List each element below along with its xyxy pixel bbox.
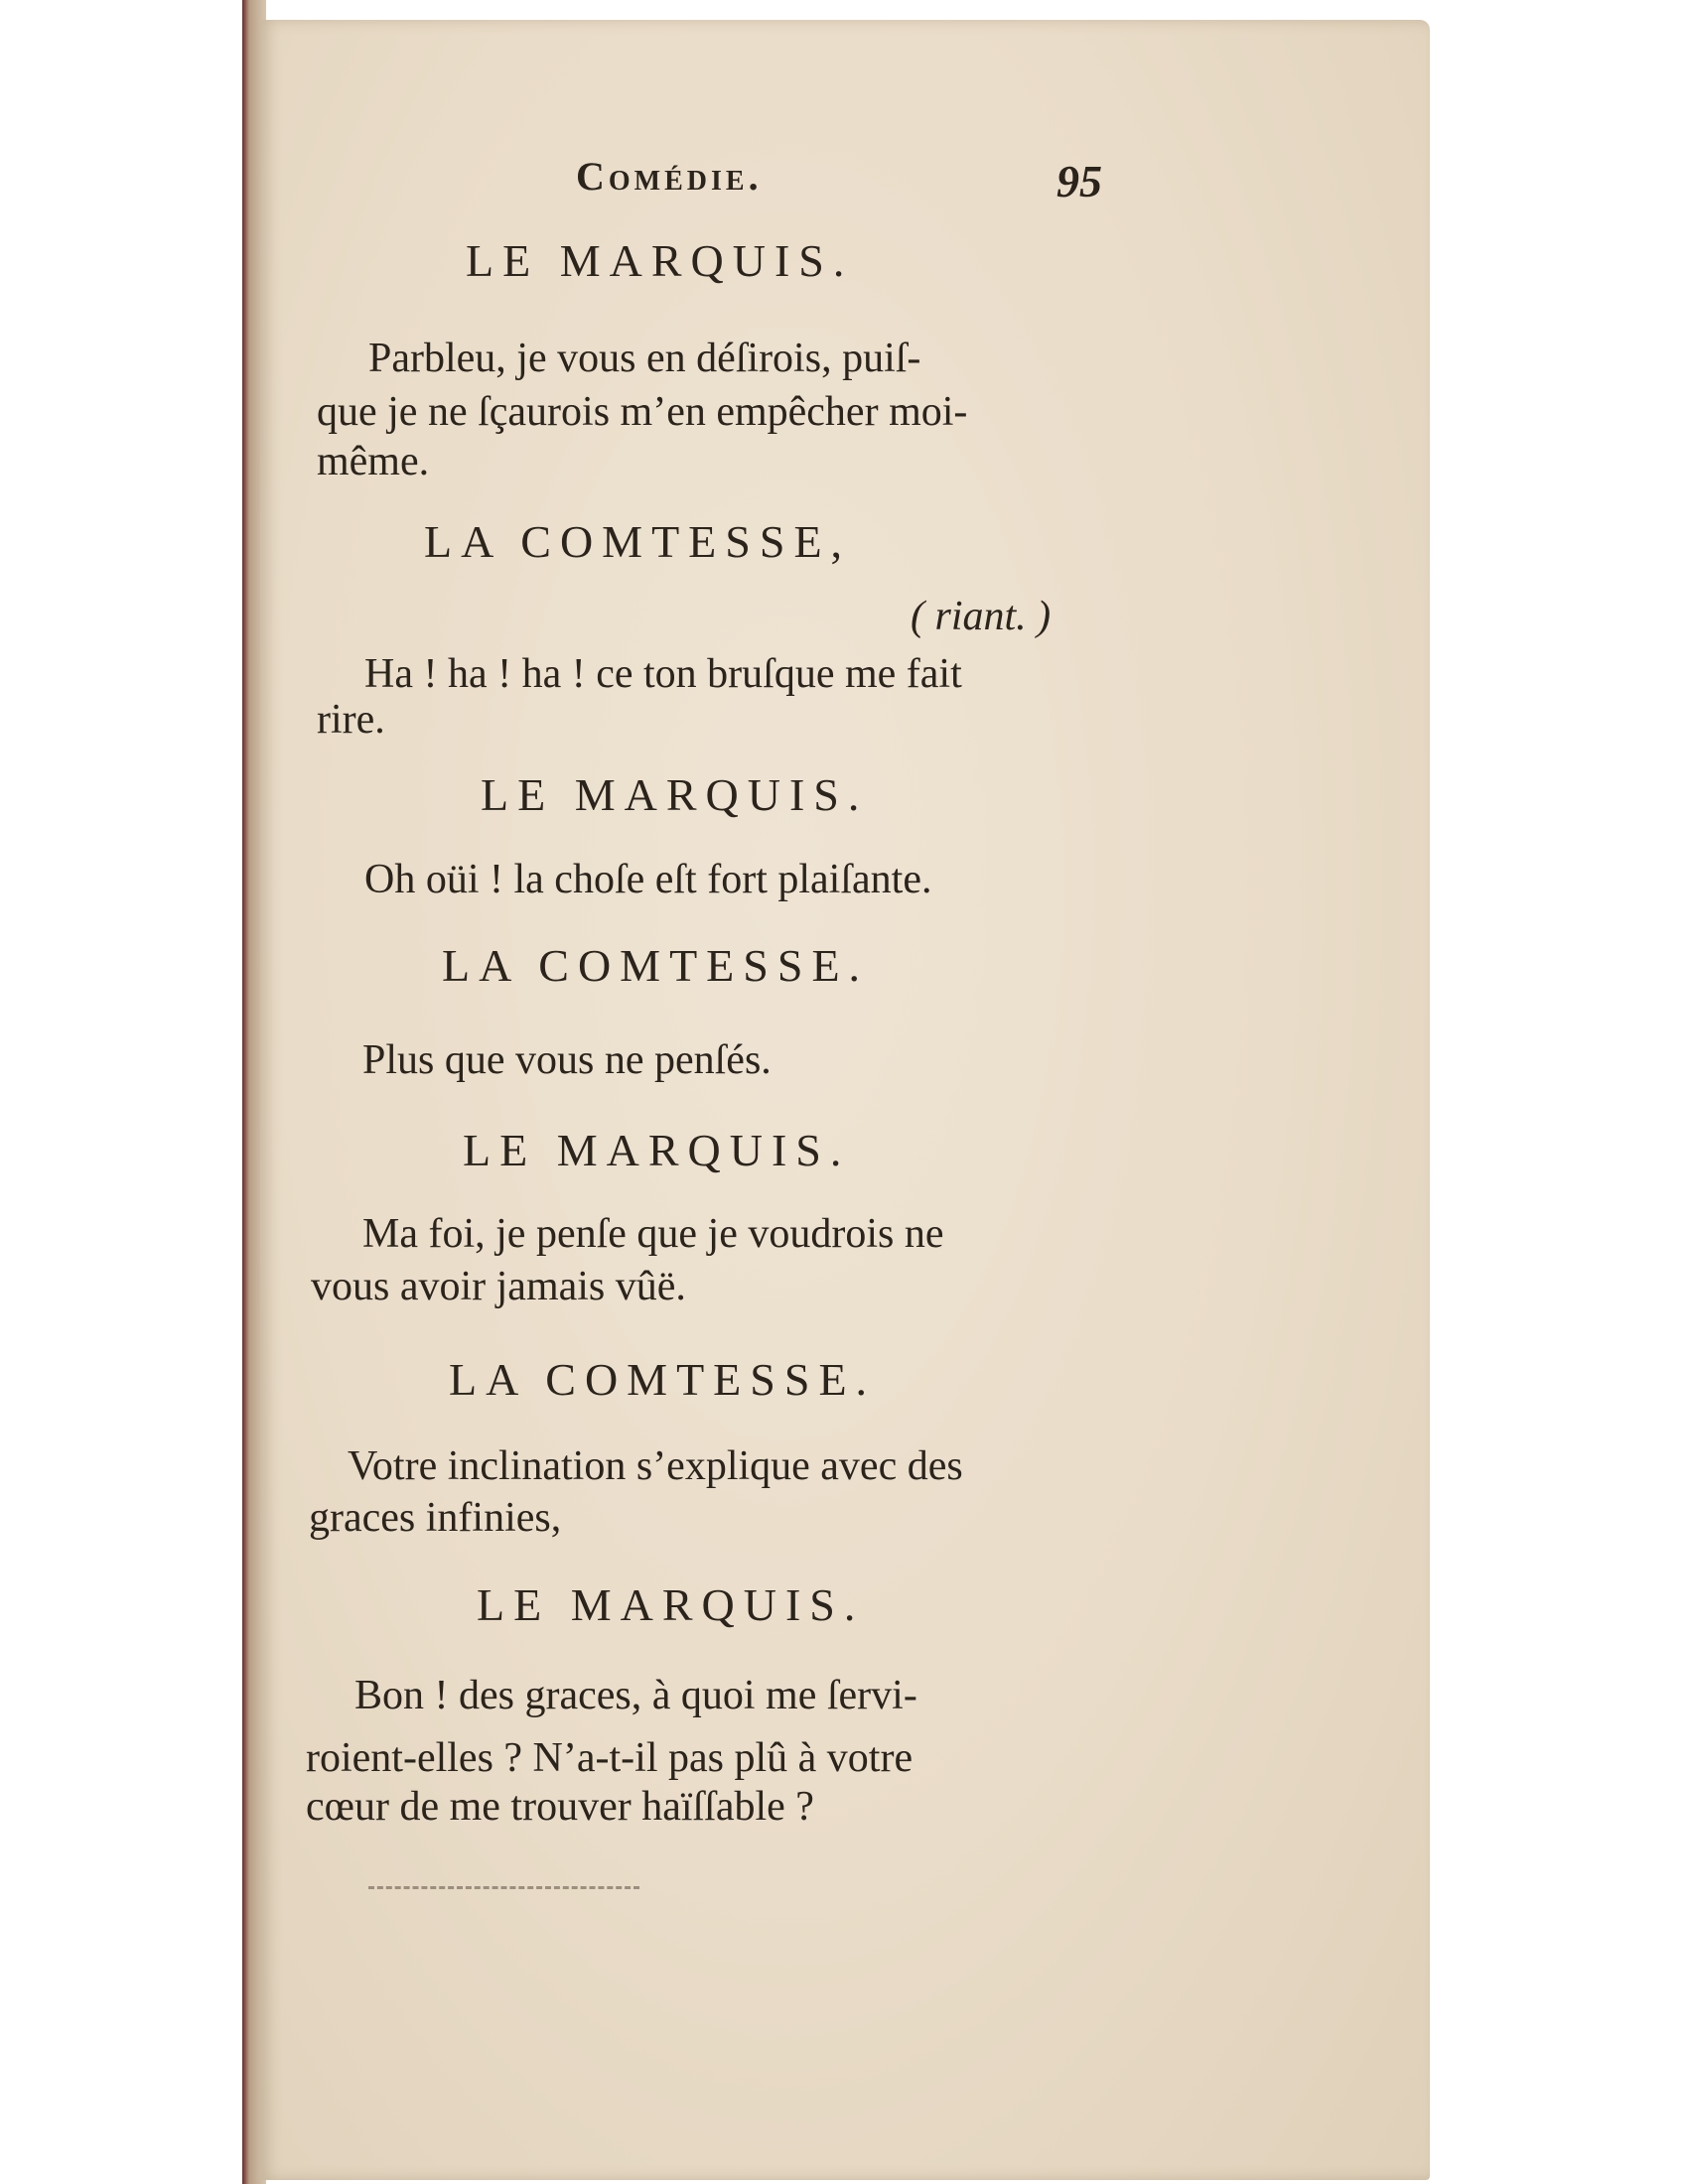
text-line: Bon ! des graces, à quoi me ſervi-: [354, 1673, 917, 1718]
text-line: Ha ! ha ! ha ! ce ton bruſque me fait: [364, 651, 962, 697]
speaker-heading: LE MARQUIS.: [477, 1579, 865, 1630]
text-line: que je ne ſçaurois m’en empêcher moi-: [317, 389, 968, 435]
text-line: cœur de me trouver haïſſable ?: [306, 1784, 814, 1830]
speaker-heading: LA COMTESSE,: [424, 516, 852, 567]
speaker-heading: LE MARQUIS.: [463, 1125, 851, 1175]
text-line: Ma foi, je penſe que je voudrois ne: [362, 1211, 944, 1257]
text-line: graces infinies,: [309, 1495, 562, 1541]
text-line: vous avoir jamais vûë.: [311, 1264, 686, 1309]
speaker-heading: LE MARQUIS.: [466, 235, 854, 286]
speaker-heading: LA COMTESSE.: [449, 1354, 877, 1405]
text-line: Plus que vous ne penſés.: [362, 1037, 772, 1083]
page-number: 95: [1056, 156, 1102, 206]
speaker-heading: LE MARQUIS.: [481, 769, 869, 820]
speaker-heading: LA COMTESSE.: [442, 940, 870, 991]
running-head: Comédie.: [576, 154, 763, 199]
text-line: Oh oüi ! la choſe eſt fort plaiſante.: [364, 857, 932, 902]
text-line: roient-elles ? N’a-t-il pas plû à votre: [306, 1735, 914, 1781]
section-divider: [368, 1886, 639, 1889]
text-line: même.: [317, 439, 430, 484]
stage-direction: ( riant. ): [911, 594, 1052, 639]
text-line: Votre inclination s’explique avec des: [348, 1443, 963, 1489]
text-line: rire.: [317, 697, 385, 743]
text-line: Parbleu, je vous en déſirois, puiſ-: [368, 336, 921, 381]
